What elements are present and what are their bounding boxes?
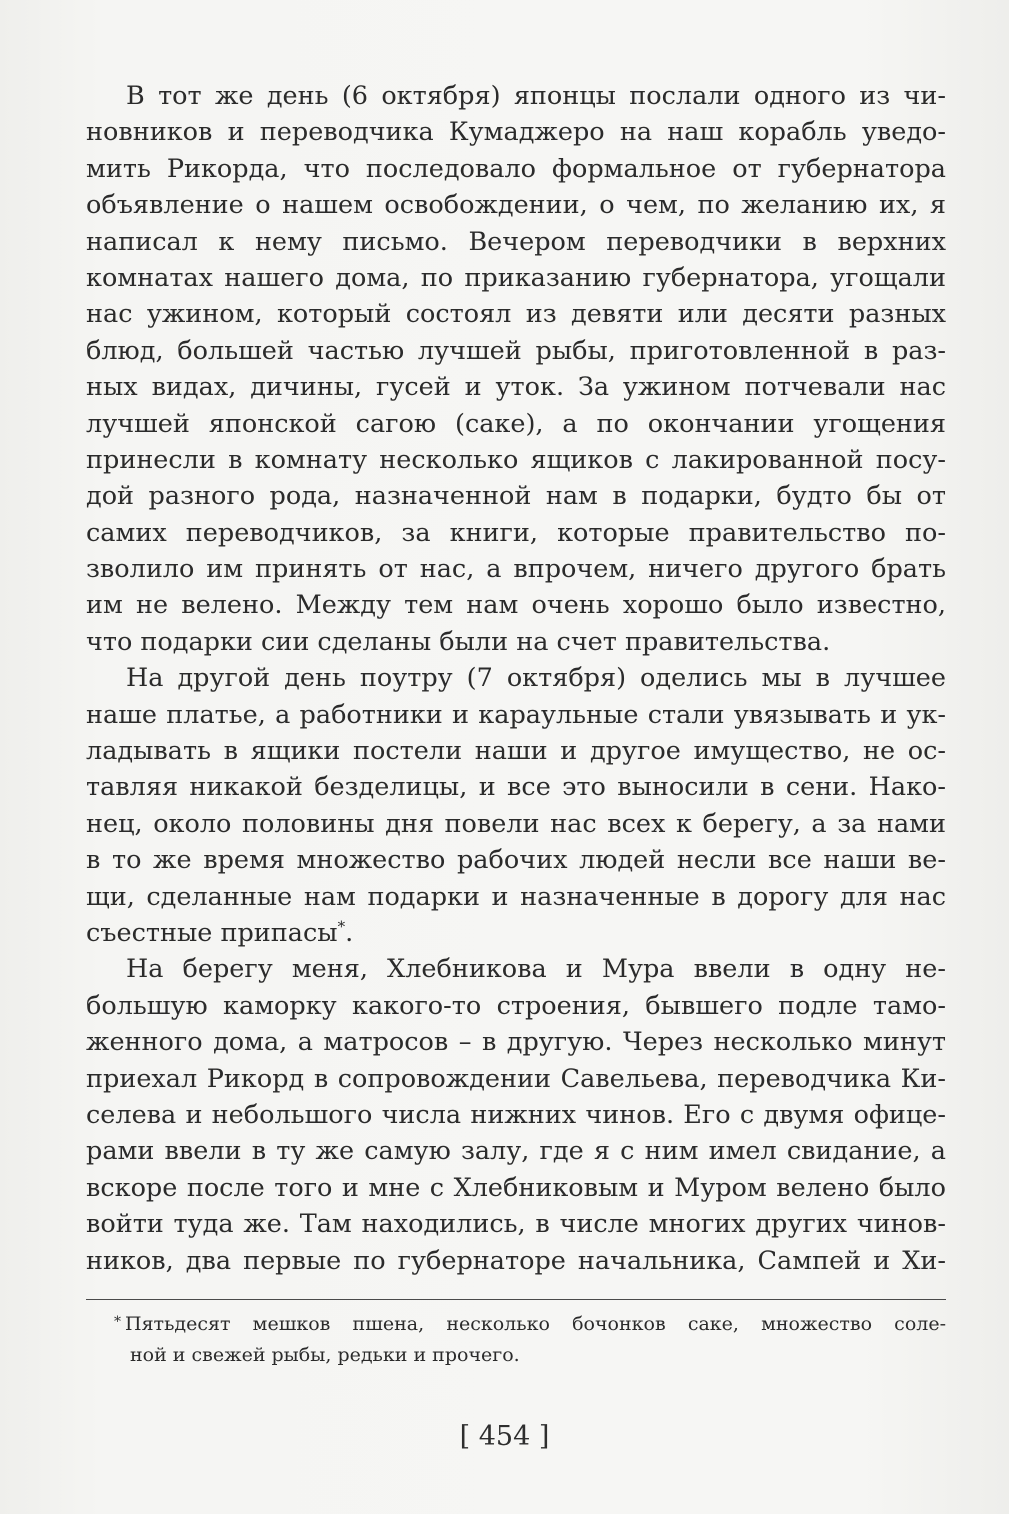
text-line: ладывать в ящики постели наши и другое имущество, не ос- [86, 736, 946, 767]
text-line: В тот же день (6 октября) японцы послали одного из чи- [126, 81, 946, 111]
text-line: лучшей японской сагою (саке), а по окончании угощения [86, 408, 946, 439]
main-text [86, 78, 946, 1279]
text-line: нас ужином, который состоял из девяти или десяти разных [86, 299, 946, 330]
text-line: рами ввели в ту же самую залу, где я с ним имел свидание, а [86, 1136, 946, 1167]
text-line: объявление о нашем освобождении, о чем, по желанию их, я [86, 190, 946, 221]
page-number: [ 454 ] [459, 1421, 550, 1452]
text-line-content: съестные припасы [86, 917, 338, 948]
text-line: написал к нему письмо. Вечером переводчики в верхних [86, 226, 946, 257]
text-line: комнатах нашего дома, по приказанию губернатора, угощали [86, 262, 946, 293]
paragraph-3 [86, 951, 946, 1279]
text-line: ных видах, дичины, гусей и уток. За ужином потчевали нас [86, 372, 946, 403]
text-line: в то же время множество рабочих людей несли все наши ве- [86, 845, 946, 876]
footnote [114, 1309, 946, 1371]
text-line-suffix: . [345, 917, 354, 948]
text-line: что подарки сии сделаны были на счет правительства. [86, 626, 831, 657]
text-line: им не велено. Между тем нам очень хорошо было известно, [86, 590, 946, 621]
footnote-reference[interactable]: * [337, 917, 346, 936]
text-line: принесли в комнату несколько ящиков с лакированной посу- [86, 444, 946, 475]
text-line: На другой день поутру (7 октября) оделись мы в лучшее [126, 663, 946, 694]
text-line: нец, около половины дня повели нас всех к берегу, а за нами [86, 808, 946, 839]
text-line: На берегу меня, Хлебникова и Мура ввели в одну не- [126, 954, 946, 985]
footnote-marker: * [114, 1314, 121, 1330]
footnote-line [114, 1309, 946, 1340]
text-line: самих переводчиков, за книги, которые правительство по- [86, 517, 946, 548]
text-line: щи, сделанные нам подарки и назначенные в дорогу для нас [86, 881, 946, 912]
text-line: новников и переводчика Кумаджеро на наш корабль уведо- [86, 117, 946, 148]
text-line: селева и небольшого числа нижних чинов. Его с двумя офице- [86, 1099, 946, 1130]
text-line: тавляя никакой безделицы, и все это выносили в сени. Нако- [86, 772, 946, 803]
text-line [86, 915, 946, 951]
footnote-line: ной и свежей рыбы, редьки и прочего. [130, 1344, 520, 1366]
text-line: ников, два первые по губернаторе начальника, Сампей и Хи- [86, 1245, 946, 1276]
paragraph-1 [86, 78, 946, 660]
paragraph-2 [86, 660, 946, 951]
footnote-divider [86, 1299, 946, 1300]
text-line: дой разного рода, назначенной нам в подарки, будто бы от [86, 481, 946, 512]
text-line: войти туда же. Там находились, в числе многих других чинов- [86, 1209, 946, 1240]
text-line: блюд, большей частью лучшей рыбы, приготовленной в раз- [86, 335, 946, 366]
text-line: большую каморку какого-то строения, бывшего подле тамо- [86, 990, 946, 1021]
text-line: приехал Рикорд в сопровождении Савельева, переводчика Ки- [86, 1063, 946, 1094]
footnote-line-text: Пятьдесят мешков пшена, несколько бочонков саке, множество соле- [125, 1313, 946, 1335]
text-line: наше платье, а работники и караульные стали увязывать и ук- [86, 699, 946, 730]
text-line: женного дома, а матросов – в другую. Через несколько минут [86, 1027, 946, 1058]
text-line: зволило им принять от нас, а впрочем, ничего другого брать [86, 554, 946, 585]
text-line: мить Рикорда, что последовало формальное от губернатора [86, 153, 946, 184]
text-line: вскоре после того и мне с Хлебниковым и Муром велено было [86, 1172, 946, 1203]
